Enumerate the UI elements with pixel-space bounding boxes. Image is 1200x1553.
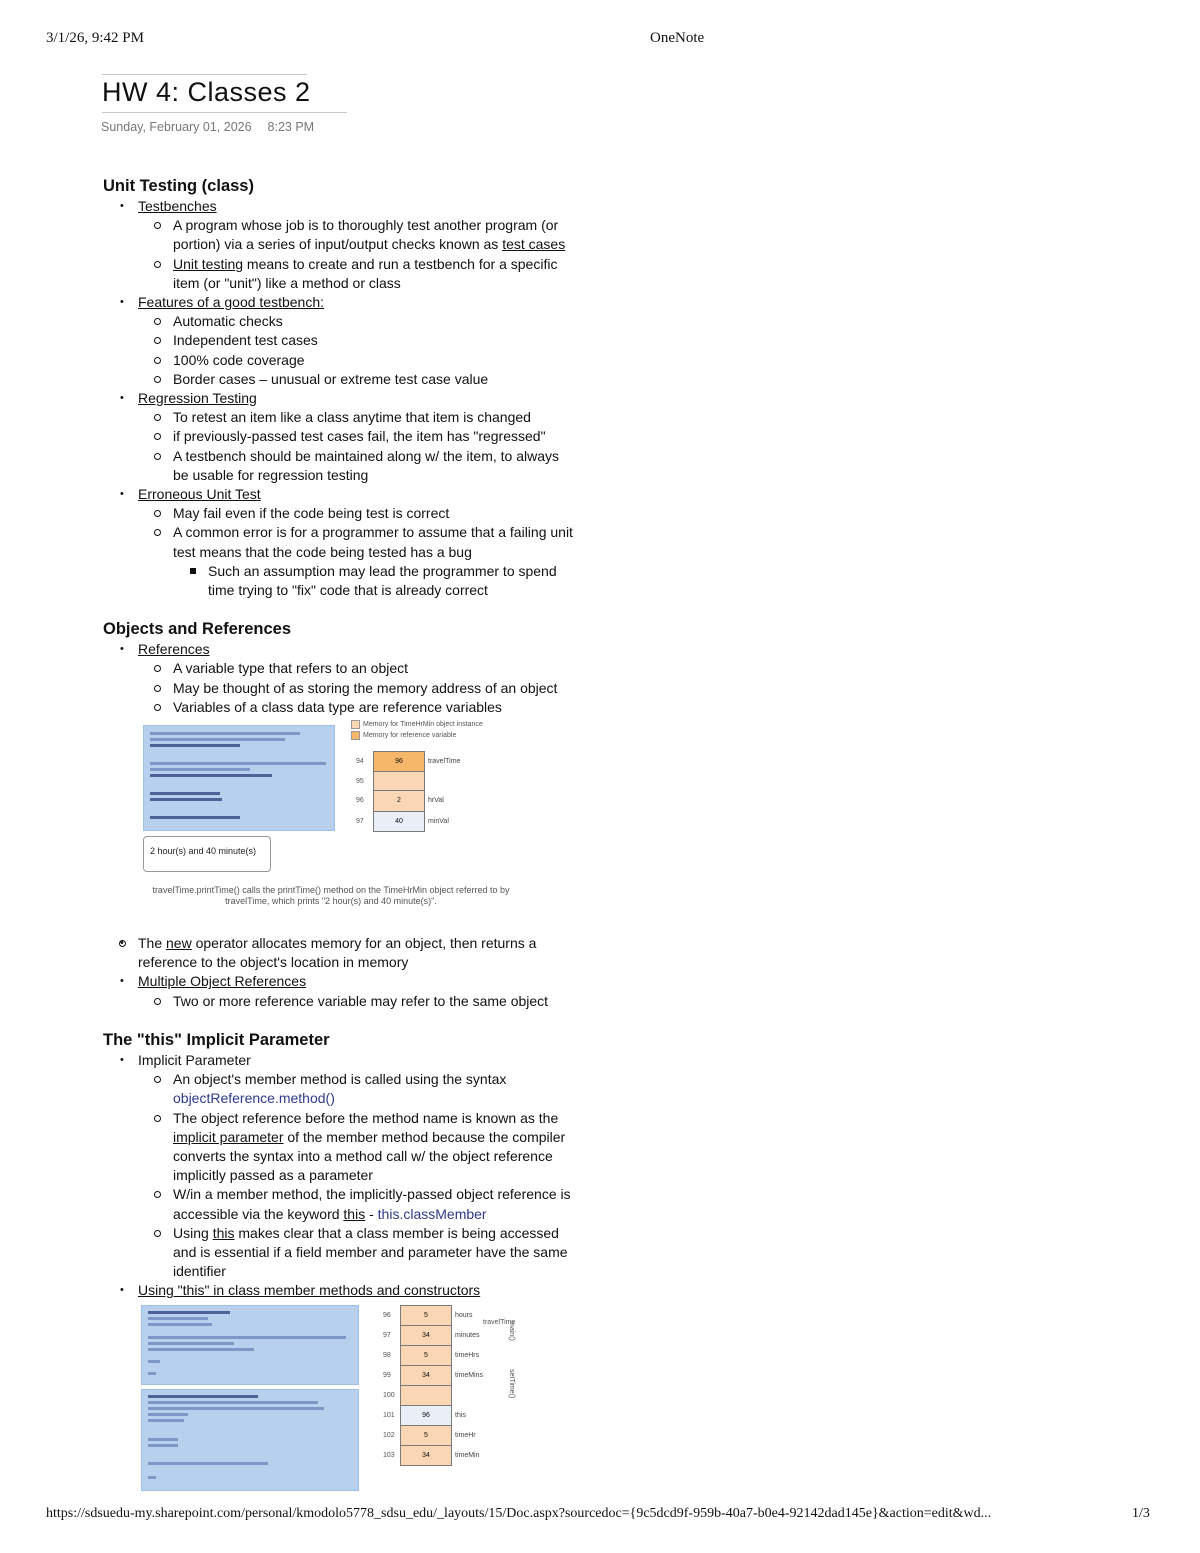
this-memory-table [380, 1305, 486, 1467]
list-item: Two or more reference variable may refer to the same object [138, 992, 578, 1011]
travel-time-label: travelTime [483, 1318, 516, 1326]
list-item: W/in a member method, the implicitly-passed object reference is accessible via the keyword this - this.classMember [138, 1185, 578, 1223]
implicit-parameter-term: implicit parameter [173, 1128, 284, 1145]
list-item: 100% code coverage [138, 351, 578, 370]
memory-row: 96 2 hrVal [353, 791, 463, 811]
list-item: Independent test cases [138, 331, 578, 350]
test-cases-term: test cases [502, 236, 566, 253]
list-item [103, 972, 603, 1010]
multiple-references-label: Multiple Object References [138, 973, 307, 990]
settime-scope-label: setTime() [508, 1368, 515, 1398]
memory-row: 99 34 timeMins [380, 1366, 486, 1386]
this-keyword: this [343, 1205, 366, 1222]
list-item: A testbench should be maintained along w/ the item, to always be usable for regression testing [138, 447, 578, 485]
list-item: Such an assumption may lead the programmer to spend time trying to "fix" code that is already correct [173, 562, 578, 600]
list-item [138, 523, 578, 600]
this-memory-figure [103, 1303, 603, 1495]
reference-memory-figure [103, 723, 603, 935]
list-item [103, 1051, 603, 1281]
list-item [103, 934, 603, 972]
legend-object-memory: Memory for TimeHrMin object instance [351, 715, 483, 734]
list-item: The object reference before the method name is known as the implicit parameter of the member method because the compiler converts the syntax into a method call w/ the object reference implicitly passed as a parameter [138, 1109, 578, 1186]
title-top-divider [102, 74, 307, 75]
objects-list [103, 640, 603, 717]
erroneous-label: Erroneous Unit Test [138, 486, 261, 503]
list-item: To retest an item like a class anytime that item is changed [138, 408, 578, 427]
list-item [103, 197, 603, 293]
features-label: Features of a good testbench: [138, 294, 325, 311]
list-item [103, 1281, 603, 1300]
text: A program whose job is to thoroughly test another program (or portion) via a series of input/output checks known as [173, 217, 559, 253]
print-url: https://sdsuedu-my.sharepoint.com/personal/kmodolo5778_sdsu_edu/_layouts/15/Doc.aspx?sourcedoc={9c5dcd9f-959b-40a7-b0e4-92142dad145e}&action=edit&wd... [46, 1506, 992, 1521]
this-parameter-list [103, 1051, 603, 1301]
memory-row: 97 40 minVal [353, 811, 463, 831]
list-item: if previously-passed test cases fail, the item has "regressed" [138, 427, 578, 446]
memory-row: 97 34 minutes [380, 1325, 486, 1345]
unit-testing-list [103, 197, 603, 600]
list-item: Variables of a class data type are reference variables [138, 698, 578, 717]
heading-this-parameter: The "this" Implicit Parameter [103, 1030, 330, 1049]
code-snippet [143, 725, 335, 831]
list-item [138, 216, 578, 254]
this-keyword: this [212, 1224, 235, 1241]
text: A common error is for a programmer to assume that a failing unit test means that the code being tested has a bug [173, 524, 573, 560]
implicit-parameter-label: Implicit Parameter [138, 1051, 251, 1068]
list-item: Using this makes clear that a class member is being accessed and is essential if a field member and parameter have the same identifier [138, 1224, 578, 1282]
list-item [103, 389, 603, 485]
memory-table [353, 751, 463, 832]
list-item: May fail even if the code being test is correct [138, 504, 578, 523]
class-code-snippet [141, 1305, 359, 1385]
memory-row: 103 34 timeMin [380, 1445, 486, 1465]
memory-row: 100 [380, 1386, 486, 1405]
list-item: An object's member method is called using the syntax objectReference.method() [138, 1070, 578, 1108]
console-output: 2 hour(s) and 40 minute(s) [143, 836, 271, 872]
page-date: Sunday, February 01, 2026 [101, 120, 252, 134]
new-keyword: new [166, 935, 192, 952]
heading-unit-testing: Unit Testing (class) [103, 177, 254, 195]
list-item [103, 293, 603, 389]
memory-row: 95 [353, 772, 463, 791]
code-syntax: this.classMember [377, 1205, 487, 1222]
memory-row: 102 5 timeHr [380, 1425, 486, 1445]
page-time: 8:23 PM [267, 120, 315, 134]
text: means to create and run a testbench for a specific item (or "unit") like a method or class [173, 255, 558, 291]
references-label: References [138, 641, 210, 658]
list-item [103, 640, 603, 717]
page-datetime [101, 120, 314, 134]
list-item: A variable type that refers to an object [138, 659, 578, 678]
list-item: Border cases – unusual or extreme test case value [138, 370, 578, 389]
regression-label: Regression Testing [138, 390, 257, 407]
memory-row: 98 5 timeHrs [380, 1345, 486, 1365]
print-page-number: 1/3 [1132, 1506, 1150, 1521]
list-item [103, 485, 603, 600]
print-datetime: 3/1/26, 9:42 PM [46, 30, 144, 46]
page-title[interactable]: HW 4: Classes 2 [102, 77, 311, 107]
code-syntax: objectReference.method() [173, 1090, 335, 1107]
list-item: May be thought of as storing the memory address of an object [138, 679, 578, 698]
objects-list-continued [103, 934, 603, 1011]
using-this-label: Using "this" in class member methods and constructors [138, 1282, 481, 1299]
memory-row: 94 96 travelTime [353, 752, 463, 772]
figure-caption: travelTime.printTime() calls the printTime() method on the TimeHrMin object referred to by travelTime, which prints "2 hour(s) and 40 minute(s)". [152, 885, 510, 907]
list-item [138, 255, 578, 293]
page-content[interactable] [103, 176, 603, 1495]
legend-reference-memory: Memory for reference variable [351, 726, 456, 745]
heading-objects-references: Objects and References [103, 620, 291, 639]
memory-row: 101 96 this [380, 1405, 486, 1425]
testbenches-label: Testbenches [138, 198, 217, 214]
main-scope-label: main() [508, 1320, 515, 1341]
page-title-block [102, 74, 347, 113]
title-bottom-divider [102, 112, 347, 113]
unit-testing-term: Unit testing [173, 255, 244, 272]
print-app-name: OneNote [650, 30, 705, 46]
memory-row: 96 5 hours [380, 1305, 486, 1325]
main-code-snippet [141, 1389, 359, 1491]
list-item: Automatic checks [138, 312, 578, 331]
list-item: • The new operator allocates memory for an object, then returns a reference to the object's location in memory [103, 934, 543, 972]
